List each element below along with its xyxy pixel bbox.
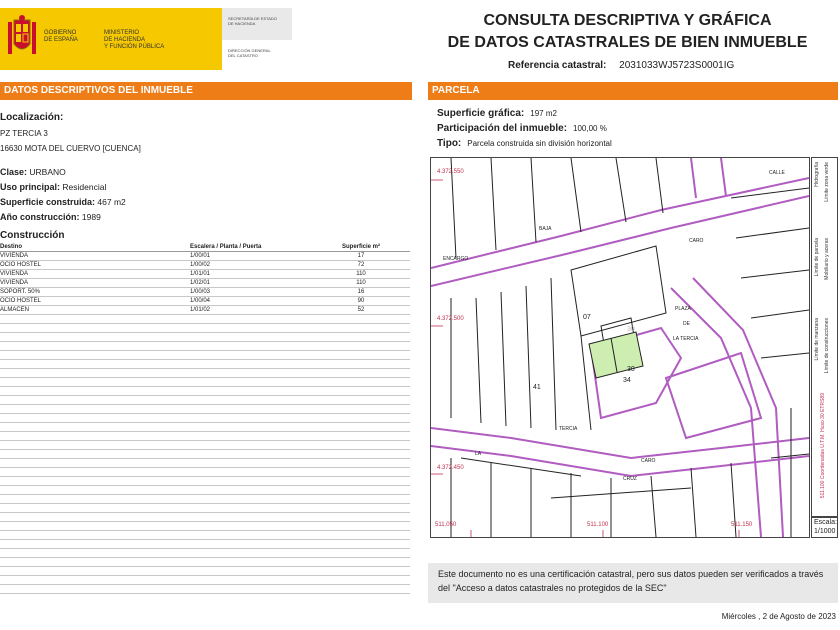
map-coord-label: 4.372.550 (437, 169, 464, 175)
location-city: 16630 MOTA DEL CUERVO [CUENCA] (0, 144, 141, 153)
empty-table-row (0, 513, 410, 522)
empty-table-row (0, 486, 410, 495)
location-title: Localización: (0, 112, 64, 123)
map-street-label: CALLE (769, 170, 785, 176)
legend-item: Límite de parcela (814, 238, 820, 277)
empty-table-row (0, 468, 410, 477)
empty-table-row (0, 549, 410, 558)
empty-table-row (0, 369, 410, 378)
empty-table-row (0, 414, 410, 423)
legend-item: Mobiliario y aceras (824, 238, 830, 280)
empty-table-row (0, 432, 410, 441)
empty-table-row (0, 531, 410, 540)
map-street-label: CARO (689, 238, 704, 244)
legend-item: Límite de manzana (814, 318, 820, 361)
empty-table-row (0, 423, 410, 432)
ref-label: Referencia catastral: (508, 60, 607, 71)
empty-table-row (0, 558, 410, 567)
legend-item: Límite zona verde (824, 162, 830, 202)
table-header: Destino Escalera / Planta / Puerta Superficie m² (0, 243, 410, 252)
ano-row: Año construcción: 1989 (0, 212, 101, 222)
empty-table-row (0, 567, 410, 576)
table-row: ALMACEN 1/01/02 52 (0, 306, 410, 315)
empty-table-row (0, 576, 410, 585)
table-row: VIVIENDA 1/00/01 17 (0, 252, 410, 261)
document-date: Miércoles , 2 de Agosto de 2023 (721, 612, 836, 621)
uso-row: Uso principal: Residencial (0, 182, 107, 192)
table-row: VIVIENDA 1/01/01 110 (0, 270, 410, 279)
map-street-label: BAJA (539, 226, 552, 232)
direccion-label: DIRECCIÓN GENERAL DEL CATASTRO (228, 48, 271, 58)
empty-table-row (0, 459, 410, 468)
map-parcel-label: 34 (623, 377, 631, 384)
coat-of-arms-icon (6, 14, 38, 62)
empty-table-row (0, 378, 410, 387)
map-coord-label: 511.150 (731, 522, 753, 528)
table-row: VIVIENDA 1/02/01 110 (0, 279, 410, 288)
map-parcel-label: 30 (627, 366, 635, 373)
empty-table-row (0, 387, 410, 396)
empty-table-row (0, 540, 410, 549)
empty-table-row (0, 360, 410, 369)
superficie-row: Superficie construida: 467 m2 (0, 197, 126, 207)
construction-table (0, 243, 410, 594)
gov-label: GOBIERNO DE ESPAÑA (44, 30, 78, 43)
empty-table-row (0, 324, 410, 333)
map-coord-label: 511.050 (435, 522, 457, 528)
empty-table-row (0, 450, 410, 459)
legend-item: Límite de construcciones (824, 318, 830, 374)
table-row: OCIO HOSTEL 1/00/04 90 (0, 297, 410, 306)
empty-table-row (0, 522, 410, 531)
map-street-label: PLAZA (675, 306, 691, 312)
table-row: SOPORT. 50% 1/00/03 16 (0, 288, 410, 297)
map-street-label: TERCIA (559, 426, 578, 432)
empty-table-row (0, 504, 410, 513)
scale-box: Escala: 1/1000 (811, 517, 838, 538)
construction-title: Construcción (0, 230, 65, 241)
projection-text: 511.100 Coordenadas U.T.M. Huso 30 ETRS89 (820, 393, 826, 499)
ref-value: 2031033WJ5723S0001IG (619, 60, 735, 71)
disclaimer-notice: Este documento no es una certificación catastral, pero sus datos pueden ser verificados a través del "Acceso a datos catastrales no protegidos de la SEC" (428, 563, 838, 603)
empty-table-row (0, 342, 410, 351)
map-street-label: LA (475, 451, 482, 457)
cadastral-map[interactable] (430, 157, 810, 538)
empty-table-row (0, 405, 410, 414)
map-street-label: CARO (641, 458, 656, 464)
empty-table-row (0, 333, 410, 342)
map-street-label: ENCARGO (443, 256, 469, 262)
map-legend (811, 157, 838, 517)
location-address: PZ TERCIA 3 (0, 129, 48, 138)
clase-row: Clase: URBANO (0, 167, 66, 177)
legend-item: Hidrografía (814, 162, 820, 187)
ministry-label: MINISTERIO DE HACIENDA Y FUNCIÓN PÚBLICA (104, 30, 165, 50)
secretaria-label: SECRETARÍA DE ESTADO DE HACIENDA (228, 16, 277, 26)
empty-table-row (0, 585, 410, 594)
cadastral-reference (508, 60, 734, 71)
empty-table-row (0, 315, 410, 324)
parcela-header: PARCELA (428, 82, 838, 100)
participacion-row: Participación del inmueble: 100,00 % (437, 123, 607, 134)
empty-table-row (0, 495, 410, 504)
table-row: OCIO HOSTEL 1/00/02 72 (0, 261, 410, 270)
map-street-label: DE (683, 321, 690, 327)
map-street-label: LA TERCIA (673, 336, 699, 342)
map-parcel-label: 41 (533, 384, 541, 391)
empty-table-row (0, 351, 410, 360)
map-coord-label: 4.372.450 (437, 465, 464, 471)
empty-table-row (0, 477, 410, 486)
map-coord-label: 511.100 (587, 522, 609, 528)
superficie-grafica-row: Superficie gráfica: 197 m2 (437, 108, 557, 119)
map-street-label: CRUZ (623, 476, 637, 482)
document-title: CONSULTA DESCRIPTIVA Y GRÁFICA DE DATOS CATASTRALES DE BIEN INMUEBLE (447, 12, 808, 51)
map-parcel-label: 30 (627, 326, 635, 333)
empty-table-row (0, 396, 410, 405)
map-parcel-label: 07 (583, 314, 591, 321)
tipo-row: Tipo: Parcela construida sin división horizontal (437, 138, 612, 149)
map-coord-label: 4.372.500 (437, 316, 464, 322)
empty-table-row (0, 441, 410, 450)
descriptive-data-header: DATOS DESCRIPTIVOS DEL INMUEBLE (0, 82, 412, 100)
